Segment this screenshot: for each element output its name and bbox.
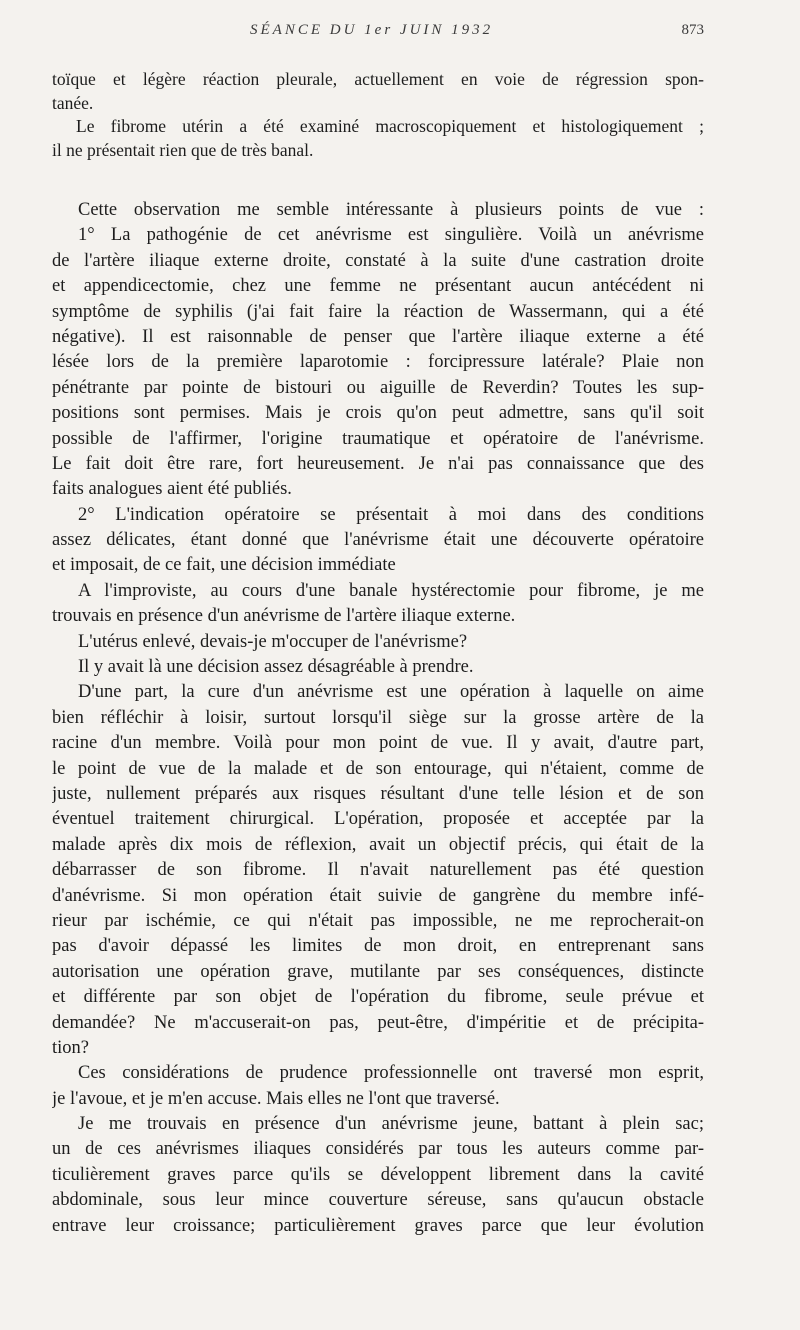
text-line: tion? (52, 1037, 89, 1058)
text-line: 2° L'indication opératoire se présentait à moi dans des conditions (78, 504, 704, 525)
running-head: SÉANCE DU 1er JUIN 1932 (250, 22, 494, 38)
text-line: Il y avait là une décision assez désagréable à prendre. (78, 657, 474, 678)
text-line: et appendicectomie, chez une femme ne présentant aucun antécédent ni (52, 276, 704, 297)
text-line: faits analogues aient été publiés. (52, 479, 292, 500)
text-line: débarrasser de son fibrome. Il n'avait naturellement pas été question (52, 860, 704, 881)
text-line: racine d'un membre. Voilà pour mon point de vue. Il y avait, d'autre part, (52, 733, 704, 754)
page-header (0, 22, 800, 46)
text-line: bien réfléchir à loisir, surtout lorsqu'il siège sur la grosse artère de la (52, 707, 704, 728)
text-line: positions sont permises. Mais je crois qu'on peut admettre, sans qu'il soit (52, 403, 704, 424)
text-line: de l'artère iliaque externe droite, constaté à la suite d'une castration droite (52, 250, 704, 271)
main-body-text (52, 198, 704, 1239)
text-line: toïque et légère réaction pleurale, actuellement en voie de régression spon- (52, 69, 704, 89)
text-line: pénétrante par pointe de bistouri ou aiguille de Reverdin? Toutes les sup- (52, 377, 704, 398)
text-line: et imposait, de ce fait, une décision immédiate (52, 555, 396, 576)
text-line: un de ces anévrismes iliaques considérés par tous les auteurs comme par- (52, 1139, 704, 1160)
text-line: juste, nullement préparés aux risques résultant d'une telle lésion et de son (52, 783, 704, 804)
text-line: d'anévrisme. Si mon opération était suivie de gangrène du membre infé- (52, 885, 704, 906)
text-line: Le fibrome utérin a été examiné macroscopiquement et histologiquement ; (76, 116, 704, 137)
text-line: et différente par son objet de l'opération du fibrome, seule prévue et (52, 987, 704, 1008)
text-line: abdominale, sous leur mince couverture séreuse, sans qu'aucun obstacle (52, 1190, 704, 1211)
text-line: 1° La pathogénie de cet anévrisme est singulière. Voilà un anévrisme (78, 225, 704, 246)
text-line: il ne présentait rien que de très banal. (52, 139, 314, 160)
text-line: éventuel traitement chirurgical. L'opération, proposée et acceptée par la (52, 809, 704, 830)
text-line: lésée lors de la première laparotomie : forcipressure latérale? Plaie non (52, 352, 704, 373)
text-line: Cette observation me semble intéressante à plusieurs points de vue : (78, 200, 704, 220)
text-line: ticulièrement graves parce qu'ils se développent librement dans la cavité (52, 1164, 704, 1185)
text-line: je l'avoue, et je m'en accuse. Mais elles ne l'ont que traversé. (52, 1088, 500, 1109)
text-line: A l'improviste, au cours d'une banale hystérectomie pour fibrome, je me (78, 580, 704, 601)
text-line: trouvais en présence d'un anévrisme de l'artère iliaque externe. (52, 606, 516, 627)
text-line: rieur par ischémie, ce qui n'était pas impossible, ne me reprocherait-on (52, 910, 704, 931)
text-line: malade après dix mois de réflexion, avait un objectif précis, qui était de la (52, 834, 704, 855)
text-line: Je me trouvais en présence d'un anévrisme jeune, battant à plein sac; (78, 1114, 704, 1135)
text-line: assez délicates, étant donné que l'anévrisme était une découverte opératoire (52, 530, 704, 551)
text-line: L'utérus enlevé, devais-je m'occuper de l'anévrisme? (78, 631, 468, 652)
text-line: le point de vue de la malade et de son entourage, qui n'étaient, comme de (52, 758, 704, 779)
text-line: possible de l'affirmer, l'origine traumatique et opératoire de l'anévrisme. (52, 428, 704, 449)
previous-paragraph-block (52, 68, 704, 162)
text-line: symptôme de syphilis (j'ai fait faire la réaction de Wassermann, qui a été (52, 301, 704, 322)
text-line: Ces considérations de prudence professionnelle ont traversé mon esprit, (78, 1063, 704, 1084)
text-line: tanée. (52, 92, 94, 113)
text-line: Le fait doit être rare, fort heureusement. Je n'ai pas connaissance que des (52, 453, 704, 474)
text-line: pas d'avoir dépassé les limites de mon droit, en entreprenant sans (52, 936, 704, 957)
text-line: négative). Il est raisonnable de penser que l'artère iliaque externe a été (52, 326, 704, 347)
text-line: demandée? Ne m'accuserait-on pas, peut-être, d'impéritie et de précipita- (52, 1012, 704, 1033)
text-line: autorisation une opération grave, mutilante par ses conséquences, distincte (52, 961, 704, 982)
page-number: 873 (681, 22, 704, 38)
text-line: entrave leur croissance; particulièrement graves parce que leur évolution (52, 1215, 704, 1236)
text-line: D'une part, la cure d'un anévrisme est une opération à laquelle on aime (78, 682, 704, 703)
